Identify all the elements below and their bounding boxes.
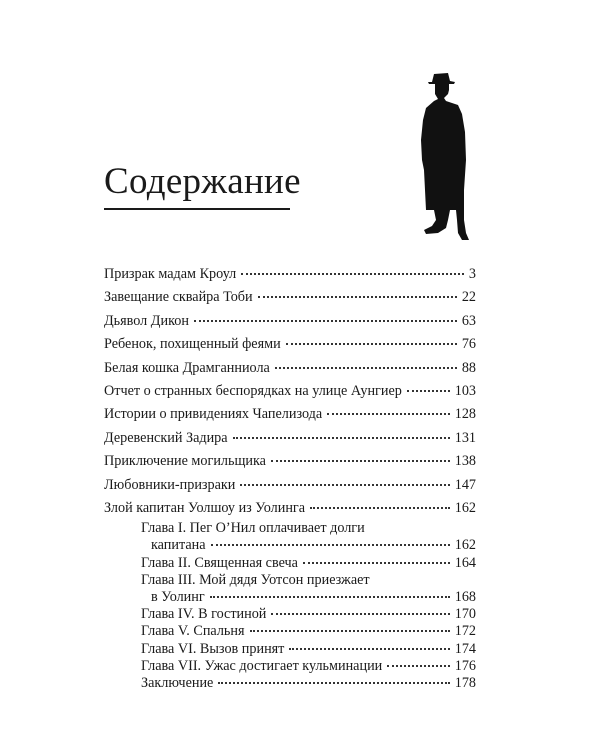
toc-entry-page: 138 (454, 453, 476, 470)
toc-entry-title: Любовники-призраки (104, 476, 236, 493)
toc-entry-title: Ребенок, похищенный феями (104, 336, 281, 353)
dot-leader (250, 630, 450, 632)
toc-entry-page: 147 (454, 476, 476, 493)
dot-leader (327, 413, 450, 415)
toc-subentry-title: Глава II. Священная свеча (141, 554, 298, 571)
toc-subentry-page: 168 (454, 589, 476, 606)
toc-entry-page: 88 (461, 359, 476, 376)
toc-entry[interactable] (104, 474, 476, 497)
toc-subentry[interactable] (104, 606, 476, 623)
toc-subentry-title: Глава VI. Вызов принят (141, 640, 285, 657)
toc-entry[interactable] (104, 450, 476, 473)
toc-entry-title: Отчет о странных беспорядках на улице Аунгиер (104, 382, 402, 399)
dot-leader (289, 648, 449, 650)
dot-leader (233, 437, 450, 439)
title-underline (104, 208, 290, 210)
toc-entry[interactable] (104, 357, 476, 380)
toc-subentry-page: 164 (454, 554, 476, 571)
dot-leader (286, 343, 457, 345)
dot-leader (240, 484, 449, 486)
toc-subentry-page: 170 (454, 606, 476, 623)
dot-leader (271, 460, 450, 462)
dot-leader (303, 562, 450, 564)
dot-leader (407, 390, 450, 392)
toc-entry-page: 76 (461, 336, 476, 353)
toc-subentry[interactable] (104, 537, 476, 554)
toc-entry[interactable] (104, 403, 476, 426)
toc-subentry-page: 172 (454, 623, 476, 640)
toc-subentry-page: 162 (454, 537, 476, 554)
dot-leader (275, 367, 457, 369)
toc-subentry-page: 176 (454, 657, 476, 674)
toc-entry[interactable] (104, 380, 476, 403)
toc-subentry-page: 174 (454, 640, 476, 657)
toc-subentry-page: 178 (454, 674, 476, 691)
toc-entry-title: Истории о привидениях Чапелизода (104, 406, 323, 423)
toc-entry-page: 3 (468, 266, 476, 282)
toc-entry[interactable] (104, 497, 476, 520)
toc-entry-title: Дьявол Дикон (104, 312, 189, 329)
toc-subentry-title: капитана (151, 537, 206, 554)
toc-entry[interactable] (104, 333, 476, 356)
toc-entry-title: Деревенский Задира (104, 429, 228, 446)
toc-entry-title: Призрак мадам Кроул (104, 266, 237, 282)
toc-subentry-first-line[interactable]: Глава III. Мой дядя Уотсон приезжает (141, 571, 370, 588)
toc-subentry-title: Заключение (141, 674, 214, 691)
dot-leader (310, 507, 450, 509)
toc-subentry-title: в Уолинг (151, 589, 205, 606)
toc-entry-page: 131 (454, 429, 476, 446)
dot-leader (194, 320, 457, 322)
page-title: Содержание (104, 161, 301, 202)
toc-subentry-title: Глава IV. В гостиной (141, 606, 267, 623)
toc-subentry[interactable] (104, 675, 476, 692)
toc-subentry-title: Глава V. Спальня (141, 623, 245, 640)
toc-entry[interactable] (104, 286, 476, 309)
toc-entry-title: Белая кошка Драмганниола (104, 359, 270, 376)
toc-entry-page: 162 (454, 499, 476, 516)
toc-entry[interactable] (104, 263, 476, 286)
man-in-coat-silhouette-icon (398, 70, 488, 245)
dot-leader (258, 296, 457, 298)
toc-subentry-title: Глава VII. Ужас достигает кульминации (141, 657, 383, 674)
dot-leader (387, 665, 449, 667)
toc-entry-title: Злой капитан Уолшоу из Уолинга (104, 499, 306, 516)
toc-subentry[interactable] (104, 658, 476, 675)
dot-leader (211, 544, 450, 546)
dot-leader (210, 596, 450, 598)
toc-subentry[interactable] (104, 641, 476, 658)
toc-entry[interactable] (104, 310, 476, 333)
dot-leader (271, 613, 449, 615)
toc-entry[interactable] (104, 427, 476, 450)
dot-leader (218, 682, 449, 684)
toc-entry-page: 22 (461, 289, 476, 306)
toc-entry-page: 63 (461, 312, 476, 329)
table-of-contents (104, 263, 476, 692)
heading-block (104, 160, 301, 210)
toc-entry-title: Завещание сквайра Тоби (104, 289, 253, 306)
toc-subentry[interactable] (104, 555, 476, 572)
toc-entry-page: 128 (454, 406, 476, 423)
dot-leader (241, 273, 464, 275)
toc-entry-page: 103 (454, 382, 476, 399)
toc-subentry[interactable] (104, 623, 476, 640)
toc-subentry[interactable] (104, 589, 476, 606)
toc-subentry-first-line[interactable]: Глава I. Пег О’Нил оплачивает долги (141, 520, 365, 537)
toc-entry-title: Приключение могильщика (104, 453, 266, 470)
